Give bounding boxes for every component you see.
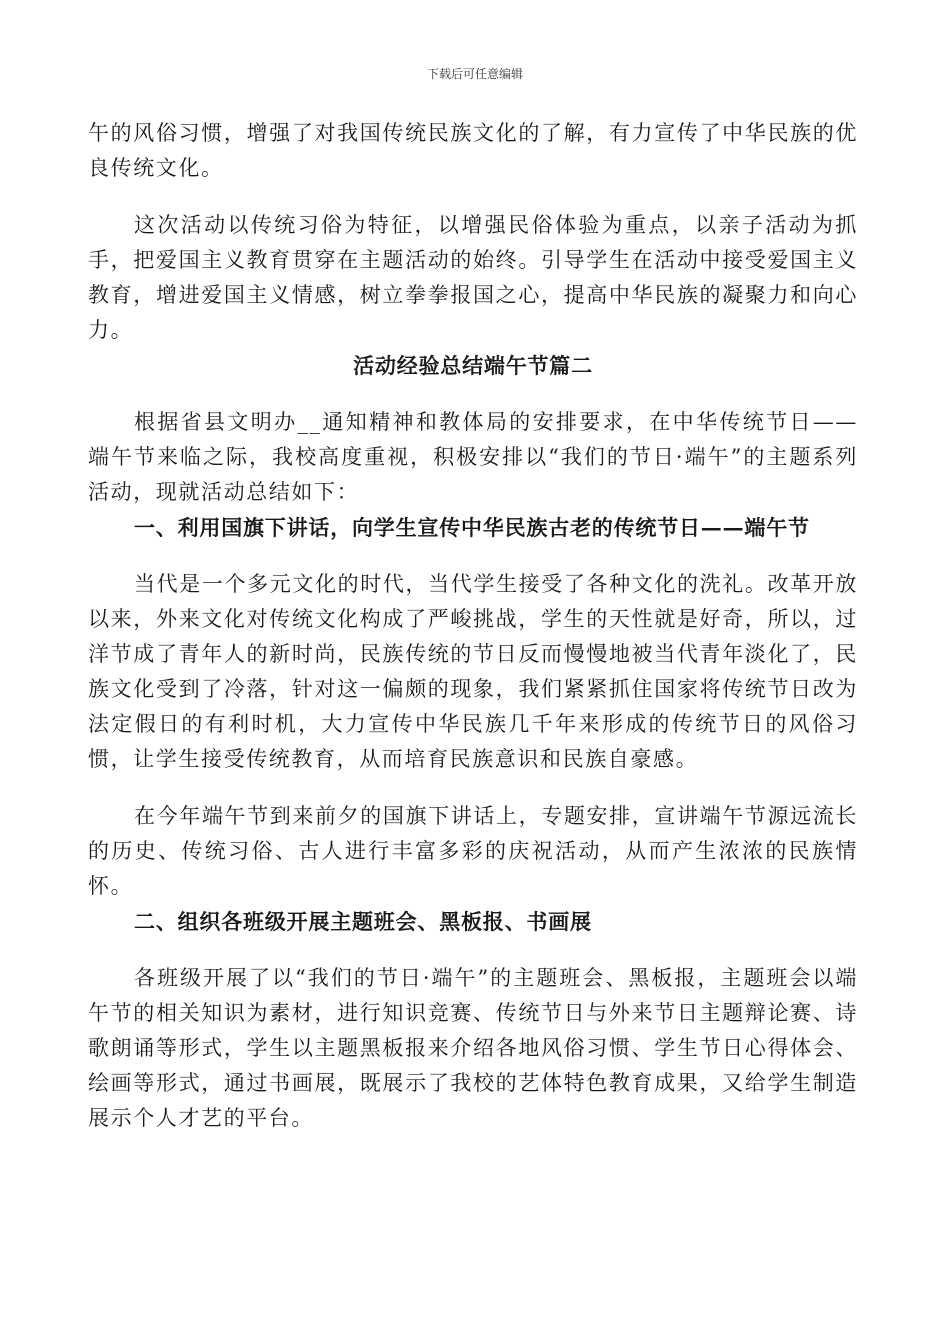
subheading-two: 二、组织各班级开展主题班会、黑板报、书画展 [134,909,592,934]
paragraph-class-activities: 各班级开展了以“我们的节日·端午”的主题班会、黑板报，主题班会以端午节的相关知识为素材，进行知识竞赛、传统节日与外来节日主题辩论赛、诗歌朗诵等形式，学生以主题黑板报来介绍各地风俗习惯、学生节日心得体会、绘画等形式，通过书画展，既展示了我校的艺体特色教育成果，又给学生制造展示个人才艺的平台。 [88,966,858,1130]
paragraph-flag-speech: 在今年端午节到来前夕的国旗下讲话上，专题安排，宣讲端午节源远流长的历史、传统习俗、古人进行丰富多彩的庆祝活动，从而产生浓浓的民族情怀。 [88,804,858,898]
section-title: 活动经验总结端午节篇二 [353,353,593,378]
subheading-one: 一、利用国旗下讲话，向学生宣传中华民族古老的传统节日——端午节 [134,515,810,540]
paragraph-modern-culture: 当代是一个多元文化的时代，当代学生接受了各种文化的洗礼。改革开放以来，外来文化对传统文化构成了严峻挑战，学生的天性就是好奇，所以，过洋节成了青年人的新时尚，民族传统的节日反而慢慢地被当代青年淡化了，民族文化受到了冷落，针对这一偏颇的现象，我们紧紧抓住国家将传统节日改为法定假日的有利时机，大力宣传中华民族几千年来形成的传统节日的风俗习惯，让学生接受传统教育，从而培育民族意识和民族自豪感。 [88,572,858,771]
paragraph-activity-features: 这次活动以传统习俗为特征，以增强民俗体验为重点，以亲子活动为抓手，把爱国主义教育贯穿在主题活动的始终。引导学生在活动中接受爱国主义教育，增进爱国主义情感，树立拳拳报国之心，提高中华民族的凝聚力和向心力。 [88,213,858,342]
paragraph-continued: 午的风俗习惯，增强了对我国传统民族文化的了解，有力宣传了中华民族的优良传统文化。 [88,121,858,180]
page-header: 下载后可任意编辑 [426,67,523,81]
document-body [88,116,858,1136]
paragraph-intro: 根据省县文明办__通知精神和教体局的安排要求，在中华传统节日——端午节来临之际，我校高度重视，积极安排以“我们的节日·端午”的主题系列活动，现就活动总结如下： [88,410,858,504]
